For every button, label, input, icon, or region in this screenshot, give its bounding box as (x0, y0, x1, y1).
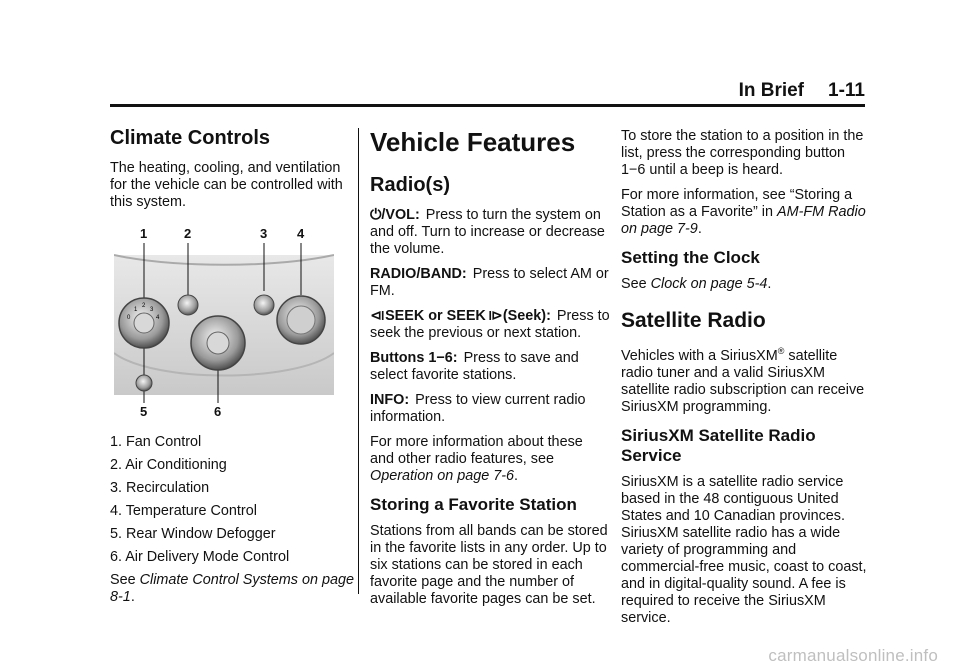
storing-favorite-text: Stations from all bands can be stored in the favorite lists in any order. Up to six stations can be stored in each favorite page and the number of available favorite pages can be set. (370, 523, 608, 607)
radios-heading: Radio(s) (370, 174, 450, 196)
svg-text:0: 0 (127, 315, 131, 321)
info-desc: INFO: Press to view current radio information. (370, 392, 586, 425)
page-number: 1-11 (828, 80, 865, 101)
climate-reference-link: Climate Control Systems on page 8-1 (110, 572, 354, 605)
svg-text:1: 1 (134, 307, 138, 313)
list-item: 4. Temperature Control (110, 503, 257, 519)
rear-defogger-button (136, 375, 152, 391)
callout-3: 3 (260, 226, 268, 241)
list-item: 5. Rear Window Defogger (110, 526, 276, 542)
ac-button (178, 295, 198, 315)
list-item: 3. Recirculation (110, 480, 210, 496)
climate-panel-illustration (114, 233, 334, 418)
vehicle-features-column (370, 122, 610, 616)
storing-favorite-heading: Storing a Favorite Station (370, 495, 577, 514)
storing-more-info: For more information, see “Storing a Station as a Favorite” in AM-FM Radio on page 7-9. (621, 187, 866, 237)
section-title: In Brief (738, 80, 805, 101)
radio-continued-column (621, 128, 871, 635)
page-header (110, 78, 865, 107)
am-fm-reference-link: AM-FM Radio on page 7-9 (621, 204, 866, 237)
climate-control-panel-figure (114, 226, 334, 419)
vehicle-features-heading: Vehicle Features (370, 127, 576, 157)
svg-text:3: 3 (150, 307, 154, 313)
radio-band-desc: RADIO/BAND: Press to select AM or FM. (370, 266, 609, 299)
store-station-text: To store the station to a position in the list, press the corresponding button 1−6 until a beep is heard. (621, 128, 864, 178)
power-icon: ⏻ (370, 207, 382, 223)
preset-buttons-desc: Buttons 1−6: Press to save and select favorite stations. (370, 350, 579, 383)
clock-reference-link: Clock on page 5-4 (650, 276, 768, 292)
radio-reference-link: Operation on page 7-6 (370, 468, 515, 484)
recirculation-button (254, 295, 274, 315)
seek-forward-icon: ⧐ (487, 308, 503, 324)
satellite-radio-heading: Satellite Radio (621, 309, 766, 332)
seek-desc: ⧏SEEK or SEEK ⧐(Seek): Press to seek the previous or next station. (370, 308, 610, 341)
power-volume-desc: ⏻/VOL: Press to turn the system on and off. Turn to increase or decrease the volume. (370, 207, 605, 257)
watermark: carmanualsonline.info (768, 646, 938, 665)
clock-reference: See Clock on page 5-4. (621, 276, 772, 292)
radio-more-info: For more information about these and other radio features, see Operation on page 7-6. (370, 434, 583, 484)
siriusxm-service-text: SiriusXM is a satellite radio service based in the 48 contiguous United States and 10 Canadian provinces. SiriusXM satellite radio has a wide variety of programming and commercial-free music, coast to coast, and in digital-quality sound. A fee is required to receive the SiriusXM service. (621, 473, 867, 626)
column-divider (358, 128, 359, 594)
callout-4: 4 (297, 226, 305, 241)
siriusxm-service-heading: SiriusXM Satellite Radio Service (621, 425, 816, 465)
callout-2: 2 (184, 226, 192, 241)
climate-controls-list (110, 434, 355, 566)
setting-clock-heading: Setting the Clock (621, 248, 760, 267)
climate-controls-column (110, 122, 355, 614)
list-item: 2. Air Conditioning (110, 457, 227, 473)
svg-text:4: 4 (156, 315, 160, 321)
callout-6: 6 (214, 404, 222, 419)
satellite-radio-text: Vehicles with a SiriusXM® satellite radio tuner and a valid SiriusXM satellite radio subscription can receive SiriusXM programming. (621, 346, 865, 415)
climate-intro: The heating, cooling, and ventilation for the vehicle can be controlled with this system. (110, 160, 343, 210)
svg-text:2: 2 (142, 303, 146, 309)
callout-1: 1 (140, 226, 148, 241)
list-item: 6. Air Delivery Mode Control (110, 549, 290, 565)
seek-back-icon: ⧏ (370, 308, 386, 324)
list-item: 1. Fan Control (110, 434, 202, 450)
callout-5: 5 (140, 404, 148, 419)
climate-see-reference: See Climate Control Systems on page 8-1. (110, 572, 354, 605)
climate-controls-heading: Climate Controls (110, 127, 271, 149)
